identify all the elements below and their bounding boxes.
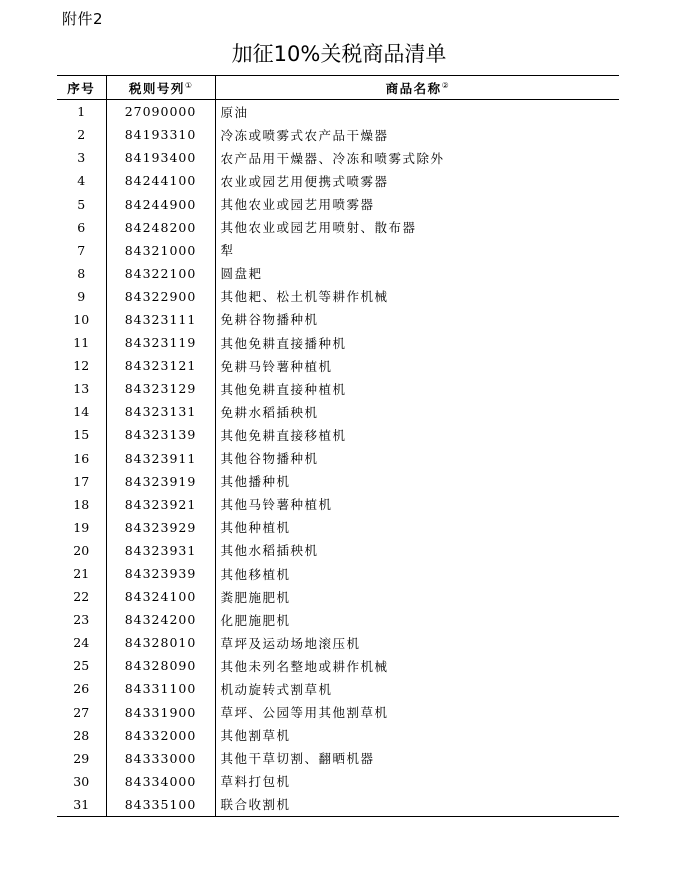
- row-number: 1: [77, 104, 86, 120]
- table-row: [57, 308, 619, 331]
- tariff-code: 84193310: [106, 123, 215, 146]
- table-row: [57, 123, 619, 146]
- tariff-code: 84335100: [106, 793, 215, 817]
- goods-name: 其他马铃薯种植机: [215, 493, 619, 516]
- tariff-code: 84331900: [106, 701, 215, 724]
- goods-name: 其他农业或园艺用喷雾器: [215, 192, 619, 215]
- table-row: [57, 400, 619, 423]
- tariff-code: 84244900: [106, 192, 215, 215]
- tariff-code: 84322100: [106, 262, 215, 285]
- goods-name: 其他免耕直接种植机: [215, 377, 619, 400]
- goods-name: 化肥施肥机: [215, 608, 619, 631]
- table-row: [57, 423, 619, 446]
- table-header-row: [57, 76, 619, 100]
- tariff-code: 84328090: [106, 654, 215, 677]
- row-number: 22: [73, 589, 90, 605]
- goods-name: 农业或园艺用便携式喷雾器: [215, 169, 619, 192]
- header-no: 序号: [57, 76, 106, 100]
- goods-name: 其他农业或园艺用喷射、散布器: [215, 216, 619, 239]
- row-number: 20: [73, 542, 90, 558]
- tariff-code: 84323921: [106, 493, 215, 516]
- row-number: 25: [73, 658, 90, 674]
- goods-name: 犁: [215, 239, 619, 262]
- table-row: [57, 539, 619, 562]
- tariff-code: 84332000: [106, 724, 215, 747]
- table-row: [57, 470, 619, 493]
- table-row: [57, 701, 619, 724]
- goods-name: 其他免耕直接播种机: [215, 331, 619, 354]
- tariff-code: 84324200: [106, 608, 215, 631]
- goods-name: 其他割草机: [215, 724, 619, 747]
- tariff-code: 84323131: [106, 400, 215, 423]
- table-row: [57, 608, 619, 631]
- page-title: 加征10%关税商品清单: [231, 42, 447, 66]
- table-row: [57, 100, 619, 124]
- goods-name: 原油: [215, 100, 619, 124]
- tariff-code: 84323931: [106, 539, 215, 562]
- row-number: 13: [73, 381, 90, 397]
- goods-name: 免耕谷物播种机: [215, 308, 619, 331]
- row-number: 12: [73, 358, 90, 374]
- table-row: [57, 724, 619, 747]
- row-number: 24: [73, 635, 90, 651]
- row-number: 21: [73, 566, 90, 582]
- row-number: 14: [73, 404, 90, 420]
- goods-name: 草坪及运动场地滚压机: [215, 631, 619, 654]
- goods-name: 其他干草切割、翻晒机器: [215, 747, 619, 770]
- goods-name: 其他种植机: [215, 516, 619, 539]
- footnote-marker-1: ①: [184, 80, 193, 90]
- row-number: 7: [77, 242, 86, 258]
- row-number: 3: [77, 150, 86, 166]
- tariff-code: 84323111: [106, 308, 215, 331]
- row-number: 10: [73, 311, 90, 327]
- tariff-code: 84321000: [106, 239, 215, 262]
- tariff-code: 84193400: [106, 146, 215, 169]
- table-row: [57, 377, 619, 400]
- table-row: [57, 331, 619, 354]
- goods-name: 圆盘耙: [215, 262, 619, 285]
- row-number: 11: [73, 335, 90, 351]
- row-number: 17: [73, 473, 90, 489]
- table-row: [57, 770, 619, 793]
- header-code: 税则号列①: [106, 76, 215, 100]
- table-row: [57, 562, 619, 585]
- tariff-code: 84323911: [106, 447, 215, 470]
- goods-name: 草料打包机: [215, 770, 619, 793]
- table-row: [57, 146, 619, 169]
- table-row: [57, 262, 619, 285]
- tariff-code: 84323139: [106, 423, 215, 446]
- goods-name: 其他免耕直接移植机: [215, 423, 619, 446]
- tariff-code: 84323929: [106, 516, 215, 539]
- row-number: 30: [73, 773, 90, 789]
- goods-name: 其他播种机: [215, 470, 619, 493]
- tariff-code: 84323121: [106, 354, 215, 377]
- table-row: [57, 239, 619, 262]
- goods-name: 粪肥施肥机: [215, 585, 619, 608]
- row-number: 5: [77, 196, 86, 212]
- row-number: 15: [73, 427, 90, 443]
- table-row: [57, 354, 619, 377]
- tariff-code: 84333000: [106, 747, 215, 770]
- tariff-code: 84323919: [106, 470, 215, 493]
- goods-name: 农产品用干燥器、冷冻和喷雾式除外: [215, 146, 619, 169]
- goods-name: 其他移植机: [215, 562, 619, 585]
- tariff-code: 84323939: [106, 562, 215, 585]
- tariff-code: 84323129: [106, 377, 215, 400]
- tariff-code: 84244100: [106, 169, 215, 192]
- table-row: [57, 169, 619, 192]
- goods-name: 其他未列名整地或耕作机械: [215, 654, 619, 677]
- row-number: 8: [77, 265, 86, 281]
- row-number: 26: [73, 681, 90, 697]
- tariff-code: 27090000: [106, 100, 215, 124]
- goods-name: 冷冻或喷雾式农产品干燥器: [215, 123, 619, 146]
- table-row: [57, 747, 619, 770]
- table-row: [57, 793, 619, 817]
- row-number: 9: [77, 288, 86, 304]
- table-row: [57, 585, 619, 608]
- row-number: 18: [73, 496, 90, 512]
- goods-name: 联合收割机: [215, 793, 619, 817]
- goods-name: 草坪、公园等用其他割草机: [215, 701, 619, 724]
- table-row: [57, 447, 619, 470]
- row-number: 29: [73, 750, 90, 766]
- row-number: 6: [77, 219, 86, 235]
- table-row: [57, 192, 619, 215]
- row-number: 2: [77, 127, 86, 143]
- tariff-code: 84331100: [106, 677, 215, 700]
- tariff-code: 84328010: [106, 631, 215, 654]
- tariff-goods-table: [57, 75, 619, 817]
- table-row: [57, 631, 619, 654]
- goods-name: 其他耙、松土机等耕作机械: [215, 285, 619, 308]
- goods-name: 免耕水稻插秧机: [215, 400, 619, 423]
- table-row: [57, 516, 619, 539]
- row-number: 23: [73, 612, 90, 628]
- tariff-code: 84334000: [106, 770, 215, 793]
- row-number: 27: [73, 704, 90, 720]
- footnote-marker-2: ②: [441, 80, 449, 90]
- header-name: 商品名称②: [215, 76, 619, 100]
- row-number: 31: [57, 793, 106, 817]
- row-number: 19: [73, 519, 90, 535]
- table-row: [57, 285, 619, 308]
- goods-name: 其他水稻插秧机: [215, 539, 619, 562]
- goods-name: 其他谷物播种机: [215, 447, 619, 470]
- attachment-label: 附件2: [62, 10, 104, 28]
- goods-name: 免耕马铃薯种植机: [215, 354, 619, 377]
- tariff-code: 84322900: [106, 285, 215, 308]
- table-row: [57, 216, 619, 239]
- tariff-code: 84248200: [106, 216, 215, 239]
- tariff-code: 84323119: [106, 331, 215, 354]
- table-row: [57, 654, 619, 677]
- table-row: [57, 493, 619, 516]
- goods-name: 机动旋转式割草机: [215, 677, 619, 700]
- tariff-code: 84324100: [106, 585, 215, 608]
- row-number: 4: [77, 173, 86, 189]
- row-number: 16: [73, 450, 90, 466]
- row-number: 28: [73, 727, 90, 743]
- table-row: [57, 677, 619, 700]
